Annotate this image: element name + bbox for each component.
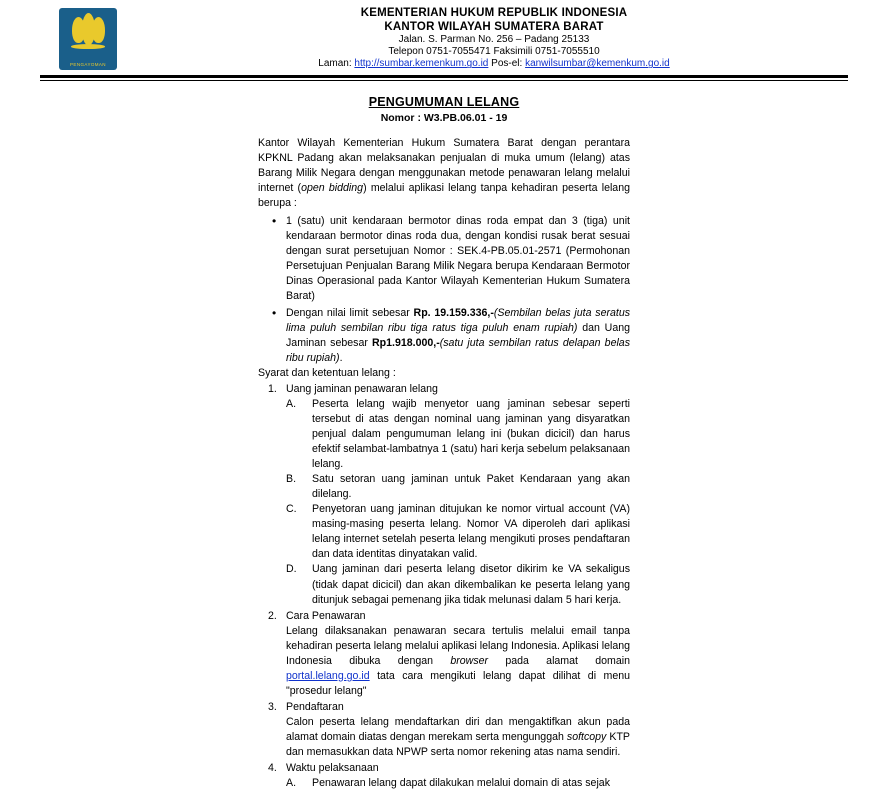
nilai-limit: Rp. 19.159.336,- [413,306,494,319]
item-heading: Cara Penawaran [286,609,366,622]
portal-lelang-link[interactable]: portal.lelang.go.id [286,669,370,682]
ministry-logo-icon [59,8,117,70]
document-body [258,136,630,791]
nilai-jaminan-words: (satu juta sembilan ratus delapan belas ribu rupiah) [286,337,630,365]
nilai-pre: Dengan nilai limit sebesar [286,306,414,319]
email-label: Pos-el: [488,58,526,70]
intro-text-a: Kantor Wilayah Kementerian Hukum Sumatera Barat dengan perantara KPKNL Padang akan melaksanakan penjualan di muka umum (lelang) atas Barang Milik Negara dengan menggunakan metode penawaran lelang melalui internet ( [258,136,630,194]
bullet-vehicle-text: 1 (satu) unit kendaraan bermotor dinas roda empat dan 3 (tiga) unit kendaraan bermotor dinas roda dua, dengan kondisi rusak berat sesuai dengan surat persetujuan Nomor : SEK.4-PB.05.01-2571 (Permohonan Persetujuan Penjualan Barang Milik Negara berupa Kendaraan Bermotor Dinas Operasional pada Kantor Wilayah Kementerian Hukum Sumatera Barat) [286,214,630,302]
list-item [286,776,630,791]
item-body-pendaftaran [286,715,630,760]
sub-marker: A. [286,398,297,411]
sub-marker: D. [286,563,297,576]
item-number: 3. [268,700,277,713]
list-item [258,761,630,791]
sub-text: Satu setoran uang jaminan untuk Paket Kendaraan yang akan dilelang. [312,473,630,501]
list-item [258,214,630,304]
list-item [258,700,630,760]
sublist-waktu-pelaksanaan [286,776,630,791]
web-email-line [140,58,848,70]
item-body-cara-penawaran [286,624,630,699]
list-item [258,382,630,607]
list-item [258,609,630,699]
list-item [286,397,630,472]
body-text-a: Calon peserta lelang mendaftarkan diri dan mengaktifkan akun pada alamat domain diatas dengan merekam serta mengunggah [286,715,630,743]
intro-text-b: ) melalui aplikasi lelang tanpa kehadiran peserta lelang berupa : [258,181,630,209]
item-number: 2. [268,609,277,622]
regional-office-name: KANTOR WILAYAH SUMATERA BARAT [384,21,604,34]
object-bullet-list [258,214,630,366]
list-item [286,562,630,607]
nilai-end: . [339,352,343,365]
terms-heading: Syarat dan ketentuan lelang : [258,367,396,380]
sub-text: Penyetoran uang jaminan ditujukan ke nomor virtual account (VA) masing-masing peserta lelang. Nomor VA diperoleh dari aplikasi lelang internet setelah peserta lelang mengikuti proses pendaftaran dan data identitas dinyatakan valid. [312,503,630,561]
list-item [286,472,630,502]
phone-line: Telepon 0751-7055471 Faksimili 0751-7055510 [388,46,600,58]
address-line: Jalan. S. Parman No. 256 – Padang 25133 [398,34,590,46]
email-link[interactable]: kanwilsumbar@kemenkum.go.id [525,58,670,70]
sub-marker: C. [286,503,297,516]
sub-text: Peserta lelang wajib menyetor uang jaminan sebesar seperti tersebut di atas dengan nominal uang jaminan yang disyaratkan penjual dalam pengumuman lelang ini (bukan dicicil) dan harus efektif selambat-lambatnya 1 (satu) hari kerja sebelum pelaksanaan lelang. [312,398,630,471]
document-title: PENGUMUMAN LELANG [368,94,520,109]
banyan-tree-icon [68,13,108,53]
body-text-b: pada alamat domain [488,654,630,667]
body-text-italic: browser [450,654,489,667]
item-number: 1. [268,383,277,396]
item-number: 4. [268,761,277,774]
body-text-a: Lelang dilaksanakan penawaran secara tertulis melalui email tanpa kehadiran peserta lelang melalui aplikasi lelang Indonesia. Aplikasi lelang Indonesia dibuka dengan [286,624,630,667]
intro-paragraph [258,136,630,211]
header-divider-thin [40,80,848,81]
sublist-uang-jaminan [286,397,630,607]
item-heading: Uang jaminan penawaran lelang [286,383,438,396]
nilai-limit-words: (Sembilan belas juta seratus lima puluh sembilan ribu tiga ratus tiga puluh enam rupiah) [286,306,631,334]
sub-marker: A. [286,776,297,789]
sub-text: Uang jaminan dari peserta lelang disetor dikirim ke VA sekaligus (tidak dapat dicicil) dan akan dikembalikan ke peserta lelang yang ditunjuk sebagai pemenang jika tidak melunasi dalam 5 hari kerja. [312,563,630,606]
list-item [286,502,630,562]
document-number: Nomor : W3.PB.06.01 - 19 [380,111,508,124]
sub-text: Penawaran lelang dapat dilakukan melalui domain di atas sejak [312,776,610,789]
item-heading: Waktu pelaksanaan [286,761,379,774]
sub-marker: B. [286,473,297,486]
intro-text-italic: open bidding [301,181,364,194]
web-label: Laman: [318,58,355,70]
logo-container [40,6,136,70]
body-text-c: tata cara mengikuti lelang dapat dilihat di menu "prosedur lelang" [286,669,630,697]
letterhead-text [136,6,848,71]
body-text-b: KTP dan memasukkan data NPWP serta nomor rekening atas nama sendiri. [286,730,630,758]
letterhead [0,0,888,71]
ministry-name: KEMENTERIAN HUKUM REPUBLIK INDONESIA [360,7,628,19]
terms-list [258,382,630,791]
item-heading: Pendaftaran [286,700,344,713]
header-divider-thick [40,75,848,78]
body-text-italic: softcopy [566,730,607,743]
nilai-mid: dan Uang Jaminan sebesar [286,321,630,349]
website-link[interactable]: http://sumbar.kemenkum.go.id [354,58,489,70]
list-item [258,306,630,366]
logo-caption: PENGAYOMAN [70,62,106,67]
nilai-jaminan: Rp1.918.000,- [372,337,440,349]
